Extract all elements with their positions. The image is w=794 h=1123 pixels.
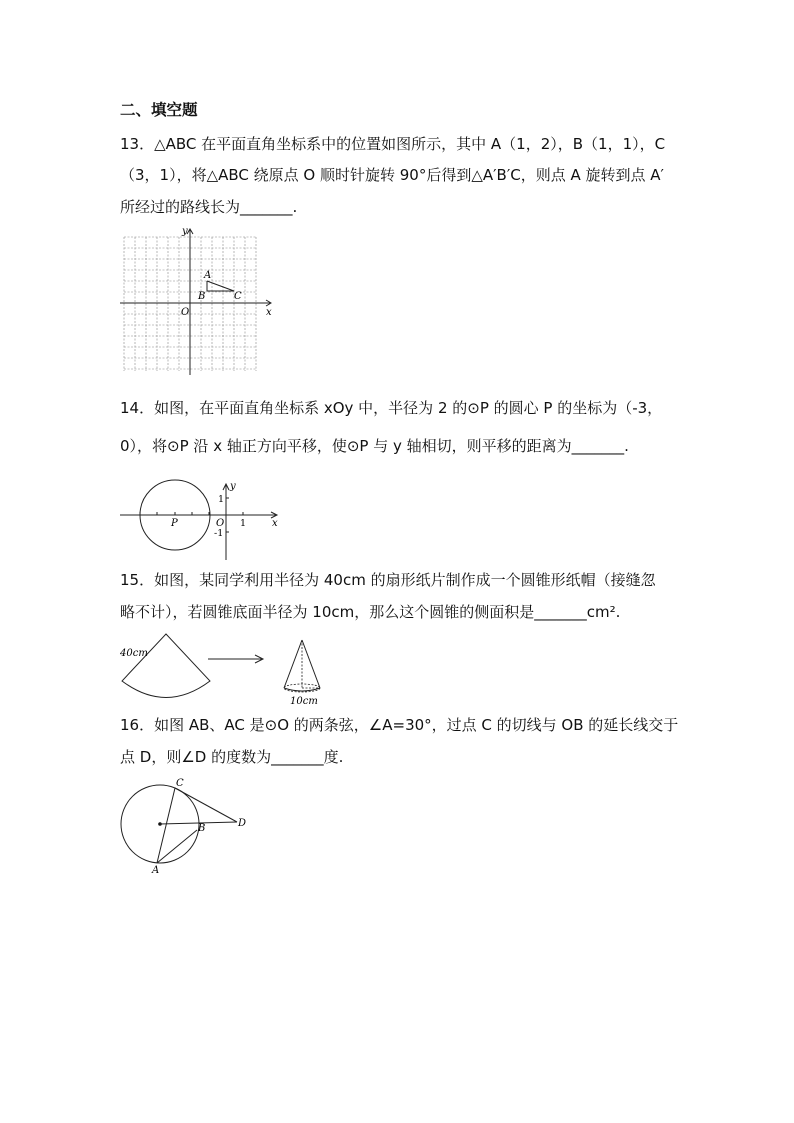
q14-line2: 0），将⊙P 沿 x 轴正方向平移，使⊙P 与 y 轴相切，则平移的距离为_______. — [120, 437, 629, 455]
q16-point-a-label: A — [152, 865, 160, 876]
q14-tick-1-y: 1 — [218, 494, 225, 505]
q13-x-label: x — [266, 307, 272, 318]
q15-base-radius-label: 10cm — [290, 696, 318, 707]
q15-sector-radius-label: 40cm — [120, 648, 148, 659]
q13-line3: 所经过的路线长为_______. — [120, 198, 298, 216]
q13-triangle-abc — [207, 281, 234, 291]
q14-origin-label: O — [216, 518, 225, 529]
q16-chord-ab — [157, 830, 197, 863]
q16-point-b-label: B — [198, 823, 206, 834]
q13-grid-figure — [118, 225, 278, 385]
q13-point-c-label: C — [234, 291, 242, 302]
q13-point-b-label: B — [198, 291, 206, 302]
q14-x-label: x — [272, 518, 278, 529]
q13-line2: （3，1），将△ABC 绕原点 O 顺时针旋转 90°后得到△A′B′C，则点 A 旋转到点 A′ — [120, 166, 664, 184]
q13-point-a-label: A — [204, 270, 212, 281]
q13-origin-label: O — [181, 307, 190, 318]
q15-line1: 15．如图，某同学利用半径为 40cm 的扇形纸片制作成一个圆锥形纸帽（接缝忽 — [120, 571, 656, 589]
q15-line2: 略不计），若圆锥底面半径为 10cm，那么这个圆锥的侧面积是_______cm². — [120, 603, 621, 621]
q14-y-label: y — [230, 481, 236, 492]
q14-point-p-label: P — [171, 518, 178, 529]
q15-sector — [122, 634, 210, 698]
q16-point-d-label: D — [238, 818, 247, 829]
q16-circle-tangent-figure — [118, 775, 258, 875]
q13-line1: 13．△ABC 在平面直角坐标系中的位置如图所示，其中 A（1，2），B（1，1），C — [120, 135, 666, 153]
section-title: 二、填空题 — [120, 101, 198, 119]
q16-line1: 16．如图 AB、AC 是⊙O 的两条弦，∠A=30°，过点 C 的切线与 OB 的延长线交于 — [120, 716, 679, 734]
q15-sector-cone-figure — [118, 632, 358, 712]
q14-circle-figure — [118, 465, 288, 565]
q16-tangent-cd — [175, 788, 237, 822]
q13-y-label: y — [182, 226, 188, 237]
q16-point-c-label: C — [176, 778, 184, 789]
q14-tick-1-x: 1 — [240, 518, 247, 529]
q16-line2: 点 D，则∠D 的度数为_______度. — [120, 748, 344, 766]
q14-line1: 14．如图，在平面直角坐标系 xOy 中，半径为 2 的⊙P 的圆心 P 的坐标为（-3， — [120, 399, 663, 417]
q14-tick-neg1-y: -1 — [214, 528, 224, 539]
